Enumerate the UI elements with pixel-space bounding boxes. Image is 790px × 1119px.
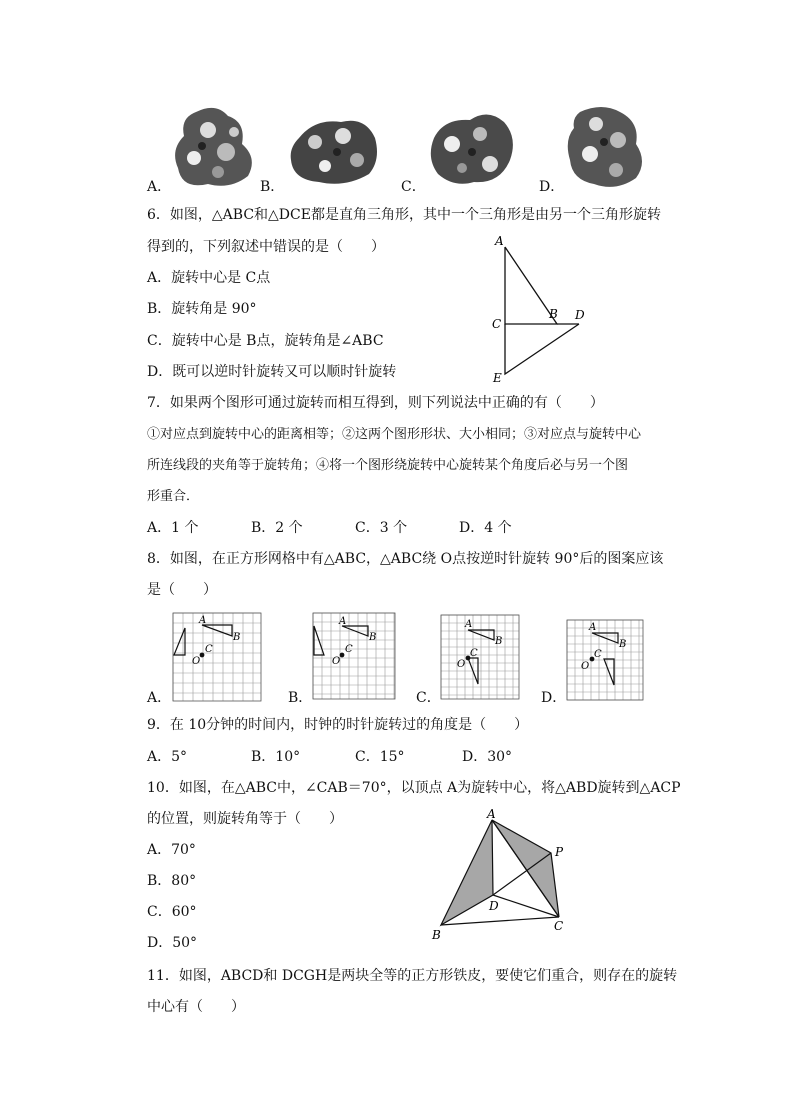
q7-option-b[interactable]: B．2 个: [251, 520, 303, 536]
q8-grid-d-label-c: C: [594, 649, 602, 660]
q8-grid-c: [440, 614, 520, 700]
q10-label-c: C: [554, 919, 564, 933]
q7-text-line2: 所连线段的夹角等于旋转角；④将一个图形绕旋转中心旋转某个角度后必与另一个图: [147, 458, 629, 473]
q10-option-c[interactable]: C．60°: [147, 904, 197, 920]
q6-triangle-figure: [485, 230, 595, 390]
q8-grid-d-label-o: O: [581, 661, 590, 672]
q7-option-d[interactable]: D．4 个: [459, 520, 512, 536]
q6-option-a[interactable]: A．旋转中心是 C点: [147, 270, 271, 286]
q8-grid-c-label-o: O: [457, 659, 466, 670]
q10-stem-line2: 的位置，则旋转角等于（ ）: [147, 811, 343, 827]
q8-grid-c-label-a: A: [465, 619, 473, 630]
q6-label-a: A: [495, 234, 504, 248]
q9-stem: 9．在 10分钟的时间内，时钟的时针旋转过的角度是（ ）: [147, 717, 529, 733]
q5-option-b[interactable]: B．: [260, 179, 285, 195]
q10-triangle-figure: [425, 806, 585, 946]
q8-option-d[interactable]: D．: [541, 690, 567, 706]
q6-option-c[interactable]: C．旋转中心是 B点，旋转角是∠ABC: [147, 333, 384, 349]
q8-grid-b-label-a: A: [339, 616, 347, 627]
q10-stem-line1: 10．如图，在△ABC中，∠CAB＝70°，以顶点 A为旋转中心，将△ABD旋转到△ACP: [147, 780, 681, 796]
q9-option-a[interactable]: A．5°: [147, 749, 188, 765]
q10-option-d[interactable]: D．50°: [147, 935, 198, 951]
q11-stem-line2: 中心有（ ）: [147, 999, 245, 1015]
q10-label-p: P: [555, 845, 564, 859]
q8-grid-a-label-b: B: [233, 632, 241, 643]
q9-option-c[interactable]: C．15°: [355, 749, 405, 765]
q7-text-line3: 形重合．: [147, 489, 200, 504]
q8-option-c[interactable]: C．: [416, 690, 441, 706]
q11-stem-line1: 11．如图，ABCD和 DCGH是两块全等的正方形铁皮，要使它们重合，则存在的旋转: [147, 968, 678, 984]
q5-option-d[interactable]: D．: [539, 179, 565, 195]
q10-label-b: B: [432, 928, 441, 942]
q6-label-c: C: [492, 317, 502, 331]
q6-label-b: B: [549, 307, 558, 321]
q8-grid-b-label-b: B: [369, 632, 377, 643]
q8-grid-b-label-c: C: [345, 644, 353, 655]
q6-label-e: E: [493, 371, 502, 385]
rock-image-b: [285, 108, 383, 190]
q10-label-a: A: [487, 807, 496, 821]
q6-stem-line2: 得到的，下列叙述中错误的是（ ）: [147, 239, 385, 255]
q9-option-d[interactable]: D．30°: [462, 749, 513, 765]
q8-grid-a-label-a: A: [199, 615, 207, 626]
q7-option-c[interactable]: C．3 个: [355, 520, 408, 536]
rock-image-c: [424, 104, 520, 190]
q9-option-b[interactable]: B．10°: [251, 749, 301, 765]
q8-grid-d: [566, 619, 644, 701]
q8-grid-b: [312, 612, 396, 700]
q6-stem-line1: 6．如图，△ABC和△DCE都是直角三角形，其中一个三角形是由另一个三角形旋转: [147, 207, 661, 223]
q6-label-d: D: [575, 308, 585, 322]
q8-option-a[interactable]: A．: [147, 690, 172, 706]
q10-option-a[interactable]: A．70°: [147, 842, 196, 858]
q7-option-a[interactable]: A．1 个: [147, 520, 199, 536]
q8-grid-d-label-a: A: [589, 622, 597, 633]
q8-grid-c-lines: [441, 615, 519, 699]
q8-grid-a: [172, 612, 262, 702]
q8-stem-line2: 是（ ）: [147, 582, 217, 598]
q8-grid-a-label-c: C: [205, 644, 213, 655]
q6-option-b[interactable]: B．旋转角是 90°: [147, 301, 257, 317]
q10-label-d: D: [489, 899, 499, 913]
q8-grid-a-lines: [173, 613, 261, 701]
rock-image-d: [560, 100, 650, 192]
grid-border: [441, 615, 519, 699]
q5-option-c[interactable]: C．: [401, 179, 426, 195]
q7-text-line1: ①对应点到旋转中心的距离相等；②这两个图形形状、大小相同；③对应点与旋转中心: [147, 427, 642, 442]
q8-grid-b-label-o: O: [332, 656, 341, 667]
q7-stem: 7．如果两个图形可通过旋转而相互得到，则下列说法中正确的有（ ）: [147, 395, 604, 411]
q8-grid-a-label-o: O: [192, 656, 201, 667]
q6-option-d[interactable]: D．既可以逆时针旋转又可以顺时针旋转: [147, 364, 397, 380]
q8-option-b[interactable]: B．: [288, 690, 313, 706]
q10-option-b[interactable]: B．80°: [147, 873, 197, 889]
q5-option-a[interactable]: A．: [147, 179, 172, 195]
q8-grid-d-label-b: B: [619, 639, 627, 650]
q8-grid-c-label-c: C: [470, 648, 478, 659]
q8-stem-line1: 8．如图，在正方形网格中有△ABC，△ABC绕 O点按逆时针旋转 90°后的图案应该: [147, 551, 664, 567]
q10-shaded-abd: [441, 820, 493, 925]
rock-image-a: [168, 102, 260, 192]
q8-grid-c-label-b: B: [495, 636, 503, 647]
grid-border: [173, 613, 261, 701]
